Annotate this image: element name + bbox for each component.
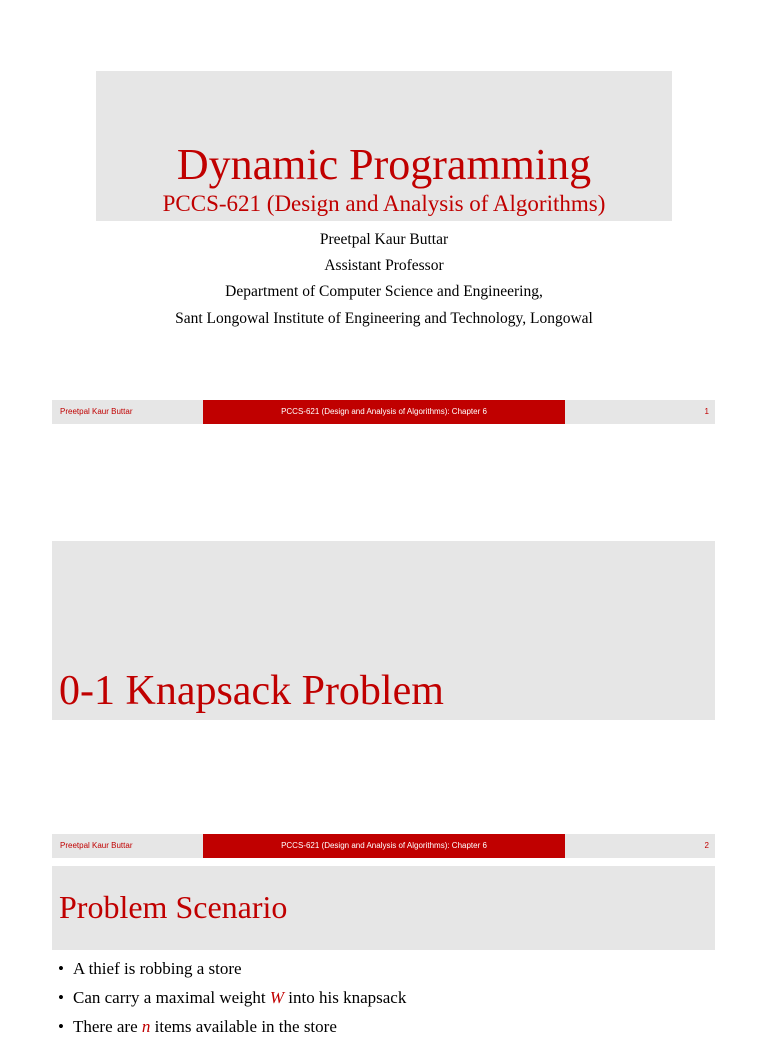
footer-author: Preetpal Kaur Buttar [60,841,133,850]
bullet-text: Can carry a maximal weight [73,988,270,1007]
bullet-marker: • [58,988,64,1007]
author-role: Assistant Professor [324,257,444,274]
bullet-marker: • [58,959,64,978]
slide-subtitle: PCCS-621 (Design and Analysis of Algorithms) [162,191,606,216]
bullet-text: There are [73,1017,142,1036]
footer-course: PCCS-621 (Design and Analysis of Algorithms): Chapter 6 [203,400,565,424]
bullet-text: into his knapsack [284,988,407,1007]
bullet-item [58,983,406,1012]
footer-course: PCCS-621 (Design and Analysis of Algorithms): Chapter 6 [203,834,565,858]
variable-w: W [269,988,285,1007]
slide-title: Dynamic Programming [176,140,592,189]
slide-footer [52,400,715,424]
author-name: Preetpal Kaur Buttar [319,231,449,248]
footer-author: Preetpal Kaur Buttar [60,407,133,416]
footer-page-number: 1 [704,407,709,416]
section-title: 0-1 Knapsack Problem [59,668,444,714]
bullet-item [58,1012,406,1041]
slide-footer [52,834,715,858]
bullet-marker: • [58,1017,64,1036]
bullet-text: items available in the store [150,1017,337,1036]
bullet-text: A thief is robbing a store [73,959,242,978]
author-institute: Sant Longowal Institute of Engineering and Technology, Longowal [175,310,593,327]
footer-page-number: 2 [704,841,709,850]
author-department: Department of Computer Science and Engineering, [225,283,543,300]
slide-heading: Problem Scenario [59,889,288,925]
bullet-item [58,954,406,983]
variable-n: n [141,1017,151,1036]
bullet-list [58,954,406,1041]
